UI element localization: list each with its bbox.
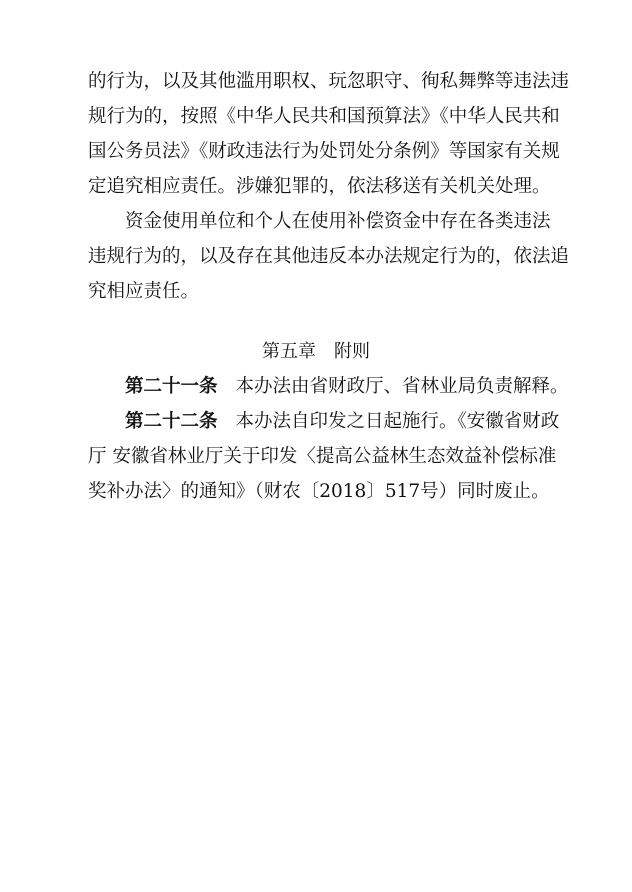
body-text-line: 违规行为的，以及存在其他违反本办法规定行为的，依法追 [88, 246, 570, 267]
body-text-line: 厅 安徽省林业厅关于印发〈提高公益林生态效益补偿标准 [88, 446, 557, 467]
body-text-line: 的行为，以及其他滥用职权、玩忽职守、徇私舞弊等违法违 [88, 71, 570, 92]
body-text-line: 定追究相应责任。涉嫌犯罪的，依法移送有关机关处理。 [88, 176, 551, 197]
article-number: 第二十二条 [125, 411, 218, 432]
body-text-line: 资金使用单位和个人在使用补偿资金中存在各类违法 [125, 211, 551, 232]
chapter-heading: 第五章 附则 [262, 341, 370, 362]
body-text-line: 规行为的，按照《中华人民共和国预算法》《中华人民共和 [88, 106, 560, 127]
body-text-line: 国公务员法》《财政违法行为处罚处分条例》等国家有关规 [88, 141, 560, 162]
article-22 [125, 410, 560, 434]
article-21 [125, 375, 569, 399]
body-text-line: 究相应责任。 [88, 281, 200, 302]
article-number: 第二十一条 [125, 376, 218, 397]
article-text: 本办法由省财政厅、省林业局负责解释。 [235, 376, 569, 397]
body-text-line: 奖补办法〉的通知》（财农〔2018〕517号）同时废止。 [88, 481, 550, 502]
article-text: 本办法自印发之日起施行。《安徽省财政 [235, 411, 560, 432]
